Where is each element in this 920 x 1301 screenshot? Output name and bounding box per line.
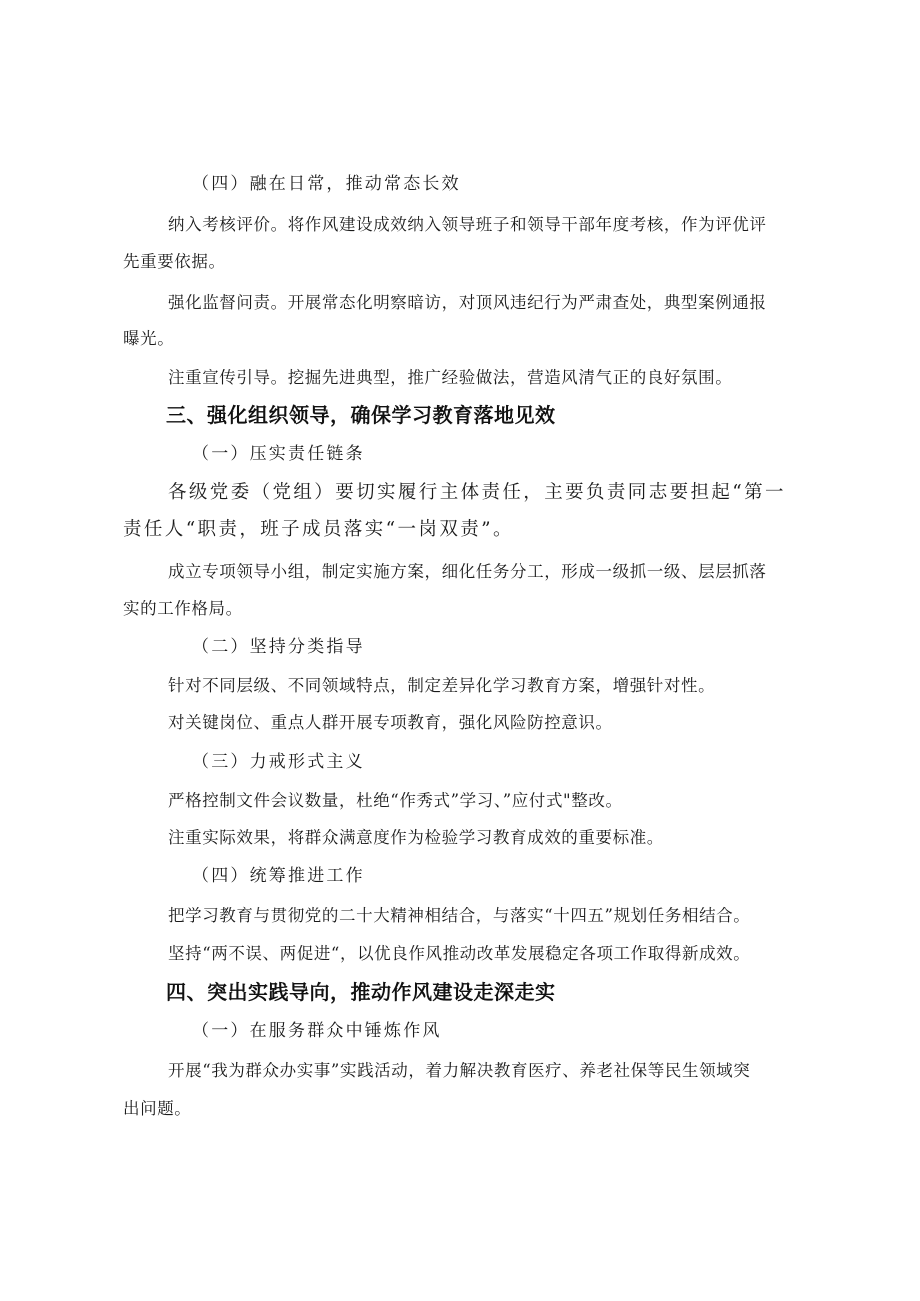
paragraph-line: 对关键岗位、重点人群开展专项教育，强化风险防控意识。 bbox=[168, 713, 613, 732]
subheading-3-formalism: （三）力戒形式主义 bbox=[192, 752, 365, 772]
paragraph-line: 曝光。 bbox=[123, 329, 175, 348]
section-heading-3: 三、强化组织领导，确保学习教育落地见效 bbox=[166, 403, 556, 427]
paragraph-line: 注重宣传引导。挖掘先进典型，推广经验做法，营造风清气正的良好氛围。 bbox=[168, 368, 733, 387]
subheading-2-guidance: （二）坚持分类指导 bbox=[192, 637, 365, 657]
paragraph-line: 坚持“两不误、两促进“，以优良作风推动改革发展稳定各项工作取得新成效。 bbox=[168, 944, 751, 963]
subheading-4-routine: （四）融在日常，推动常态长效 bbox=[192, 174, 461, 194]
paragraph-line: 纳入考核评价。将作风建设成效纳入领导班子和领导干部年度考核，作为评优评 bbox=[168, 215, 767, 234]
paragraph-line: 开展“我为群众办实事”实践活动，着力解决教育医疗、养老社保等民生领域突 bbox=[168, 1061, 751, 1080]
subheading-1-responsibility: （一）压实责任链条 bbox=[192, 444, 365, 464]
subheading-1-service: （一）在服务群众中锤炼作风 bbox=[192, 1021, 442, 1041]
subheading-4-coordination: （四）统筹推进工作 bbox=[192, 866, 365, 886]
paragraph-line: 成立专项领导小组，制定实施方案，细化任务分工，形成一级抓一级、层层抓落 bbox=[168, 562, 767, 581]
paragraph-line: 严格控制文件会议数量，杜绝“作秀式”学习、”应付式"整改。 bbox=[168, 791, 623, 810]
paragraph-line: 责任人“职责，班子成员落实“一岗双责”。 bbox=[123, 519, 514, 540]
paragraph-line: 强化监督问责。开展常态化明察暗访，对顶风违纪行为严肃查处，典型案例通报 bbox=[168, 293, 767, 312]
paragraph-line: 注重实际效果，将群众满意度作为检验学习教育成效的重要标准。 bbox=[168, 828, 664, 847]
paragraph-line: 把学习教育与贯彻党的二十大精神相结合，与落实“十四五”规划任务相结合。 bbox=[168, 906, 751, 925]
paragraph-line: 先重要依据。 bbox=[123, 252, 226, 271]
paragraph-line: 实的工作格局。 bbox=[123, 599, 243, 618]
paragraph-line: 出问题。 bbox=[123, 1099, 192, 1118]
paragraph-line: 针对不同层级、不同领域特点，制定差异化学习教育方案，增强针对性。 bbox=[168, 676, 716, 695]
section-heading-4: 四、突出实践导向，推动作风建设走深走实 bbox=[166, 980, 556, 1004]
paragraph-line: 各级党委（党组）要切实履行主体责任，主要负责同志要担起“第一 bbox=[168, 482, 786, 503]
